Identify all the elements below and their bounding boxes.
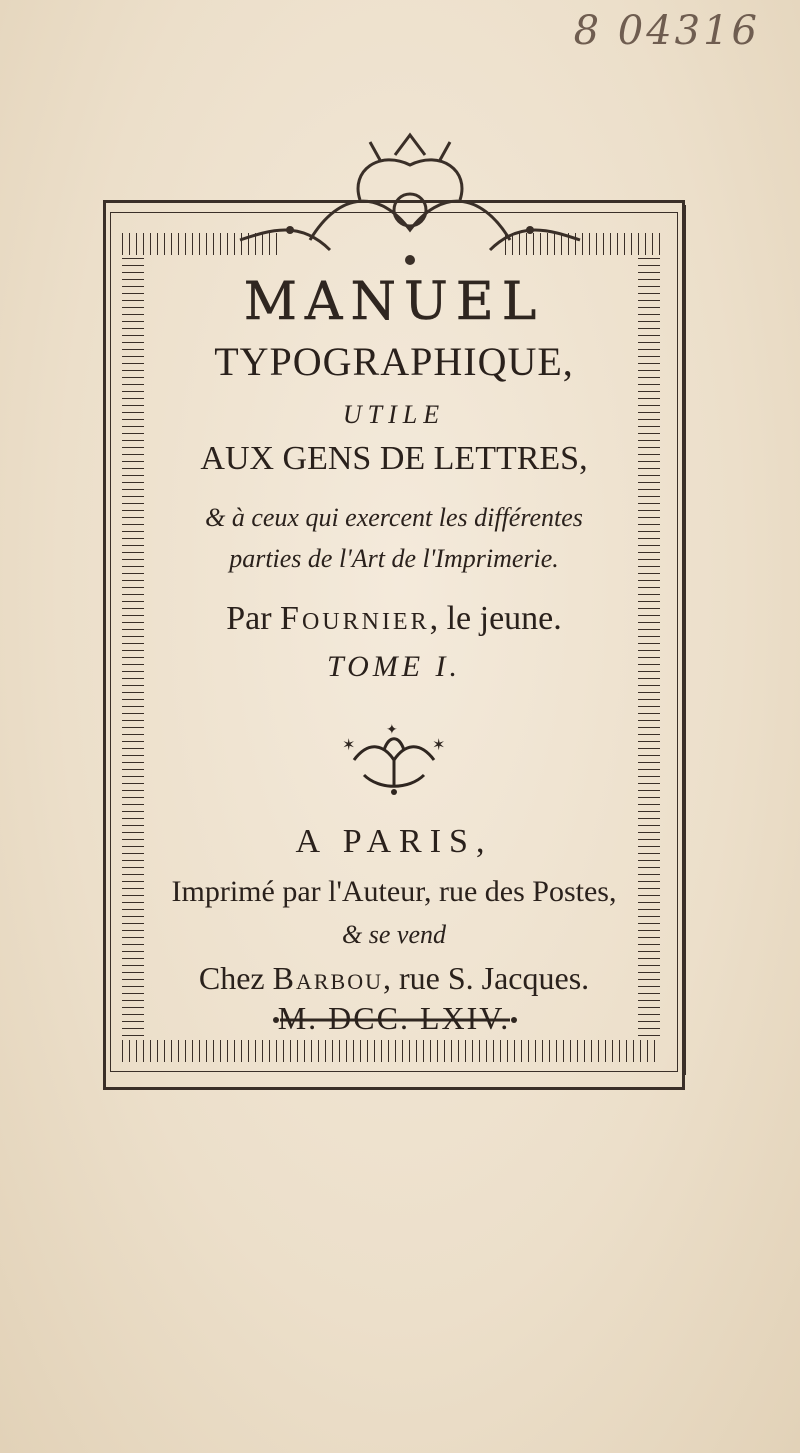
city-line: A PARIS,: [295, 823, 493, 860]
printer-line: Imprimé par l'Auteur, rue des Postes,: [171, 875, 617, 908]
seller-prefix: Chez: [198, 960, 265, 996]
author-name: Fournier: [280, 600, 430, 637]
svg-text:✶: ✶: [342, 735, 356, 754]
subtitle-line-2: parties de l'Art de l'Imprimerie.: [229, 544, 559, 573]
title-line-manuel: MANUEL: [243, 272, 545, 332]
title-line-gens-de-lettres: AUX GENS DE LETTRES,: [200, 440, 588, 477]
volume-line: TOME I.: [326, 650, 462, 683]
top-hatch-left: [122, 233, 282, 255]
author-suffix: , le jeune.: [429, 600, 562, 637]
title-page-content: [150, 260, 638, 1040]
author-line: [150, 600, 638, 638]
seller-line: [150, 960, 638, 997]
sold-line: & se vend: [342, 920, 446, 949]
right-frame-bar: [683, 205, 686, 1075]
svg-text:✶: ✶: [432, 735, 446, 754]
author-prefix: Par: [226, 600, 272, 637]
shelfmark-stamp: 8 04316: [573, 8, 760, 54]
bottom-hatch-border: [122, 1040, 660, 1062]
subtitle-line-1: & à ceux qui exercent les différentes: [205, 503, 583, 532]
title-line-typographique: TYPOGRAPHIQUE,: [214, 339, 574, 384]
svg-text:✦: ✦: [386, 722, 398, 738]
left-hatch-border: [122, 258, 144, 1038]
fleuron-ornament-icon: [334, 720, 454, 800]
title-line-utile: UTILE: [342, 400, 446, 429]
top-hatch-right: [505, 233, 660, 255]
seller-name: Barbou: [272, 960, 383, 996]
right-hatch-border: [638, 258, 660, 1038]
seller-suffix: , rue S. Jacques.: [382, 960, 590, 996]
year-line: M. DCC. LXIV.: [277, 1000, 511, 1036]
